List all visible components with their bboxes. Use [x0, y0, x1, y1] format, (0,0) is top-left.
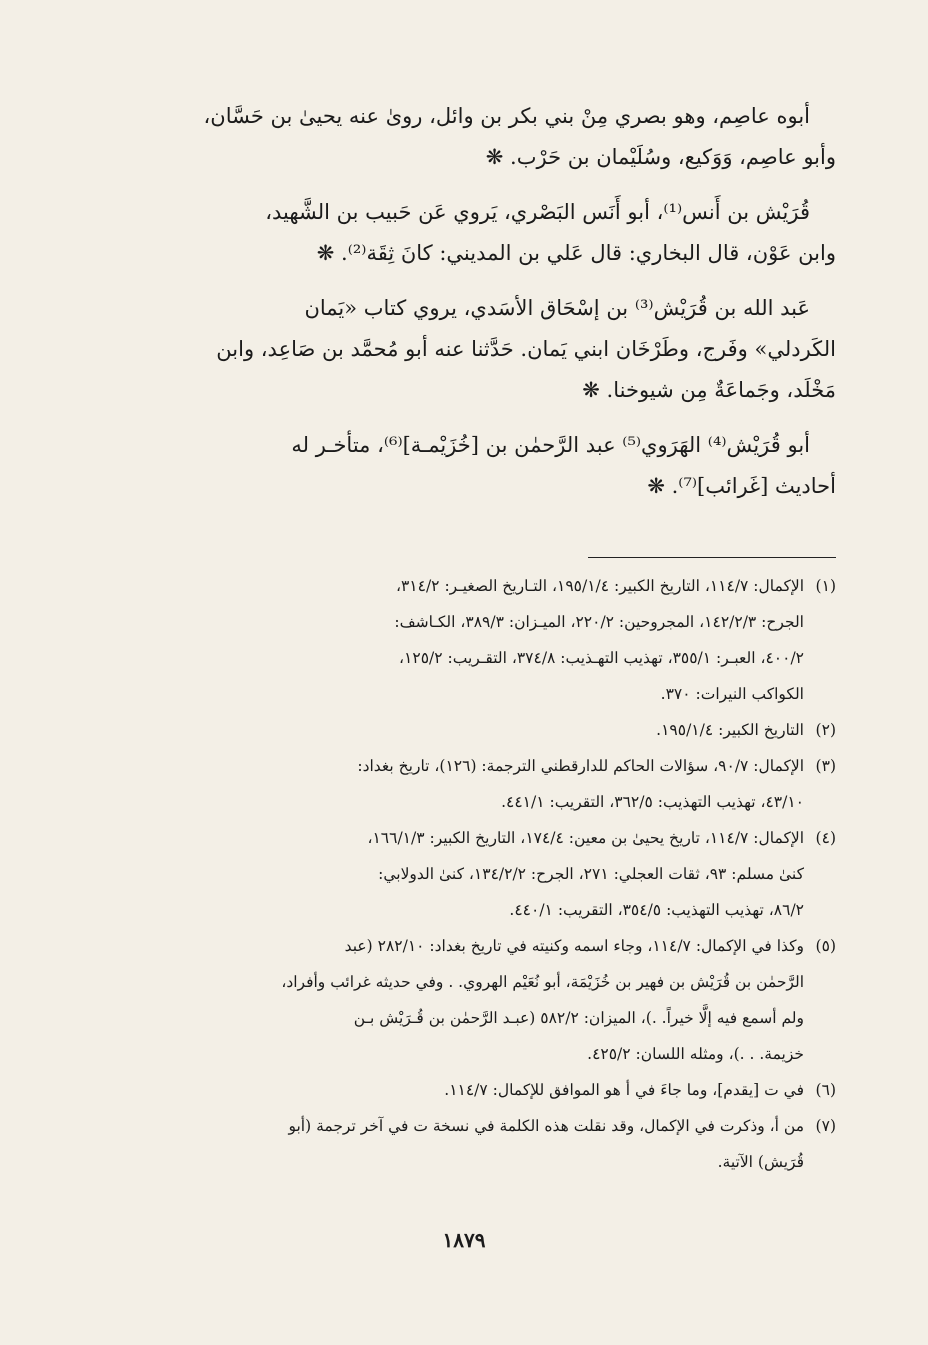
footnote-number: (٤)	[815, 829, 836, 847]
footnote-7	[92, 1108, 836, 1180]
footnote-4	[92, 820, 836, 928]
entry-3	[92, 288, 836, 411]
footnote-number: (٥)	[815, 937, 836, 955]
footnote-line: من أ، وذكرت في الإكمال، وقد نقلت هذه الكلمة في نسخة ت في آخر ترجمة (أبو	[288, 1117, 804, 1135]
entry-line: أحاديث [غَرائب]⁽⁷⁾. ❋	[647, 474, 836, 498]
footnote-number: (٢)	[815, 721, 836, 739]
footnote-divider	[588, 557, 836, 558]
footnote-number: (٣)	[815, 757, 836, 775]
footnote-line: ٨٦/٢، تهذيب التهذيب: ٣٥٤/٥، التقريب: ٤٤٠/١.	[509, 901, 804, 919]
footnote-3	[92, 748, 836, 820]
footnote-line: ٤٣/١٠، تهذيب التهذيب: ٣٦٢/٥، التقريب: ٤٤١/١.	[501, 793, 804, 811]
footnote-line: خزيمة. . .)، ومثله اللسان: ٤٢٥/٢.	[587, 1045, 804, 1063]
entry-line: مَخْلَد، وجَماعَةٌ مِن شيوخنا. ❋	[582, 378, 836, 402]
entry-line: أبوه عاصِم، وهو بصري مِنْ بني بكر بن وائل، روىٰ عنه يحيىٰ بن حَسَّان،	[203, 104, 810, 128]
entry-line: أبو قُرَيْش⁽⁴⁾ الهَرَوي⁽⁵⁾ عبد الرَّحمٰن بن [خُزَيْمـة]⁽⁶⁾، متأخـر له	[291, 433, 810, 457]
footnote-line: الإكمال: ١١٤/٧، تاريخ يحيىٰ بن معين: ١٧٤/٤، التاريخ الكبير: ١٦٦/١/٣،	[367, 829, 804, 847]
footnote-line: ٤٠٠/٢، العبـر: ٣٥٥/١، تهذيب التهـذيب: ٣٧٤/٨، التقـريب: ١٢٥/٢،	[399, 649, 804, 667]
entry-line: الكَردلي» وفَرج، وطَرْخَان ابني يَمان. حَدَّثنا عنه أبو مُحمَّد بن صَاعِد، وابن	[216, 337, 836, 361]
entry-2	[92, 192, 836, 274]
footnote-line: الكواكب النيرات: ٣٧٠.	[660, 685, 804, 703]
footnote-line: وكذا في الإكمال: ١١٤/٧، وجاء اسمه وكنيته في تاريخ بغداد: ٢٨٢/١٠ (عبد	[344, 937, 804, 955]
footnote-line: التاريخ الكبير: ١٩٥/١/٤.	[656, 721, 804, 739]
entry-line: عَبد الله بن قُرَيْش⁽³⁾ بن إسْحَاق الأسَدي، يروي كتاب «يَمان	[304, 296, 810, 320]
entry-line: وأبو عاصِم، وَوَكيع، وسُلَيْمان بن حَرْب. ❋	[485, 145, 836, 169]
footnote-line: ولم أسمع فيه إلَّا خيراً. .)، الميزان: ٥٨٢/٢ (عبـد الرَّحمٰن بن قُـرَيْش بـن	[353, 1009, 804, 1027]
footnote-6	[92, 1072, 836, 1108]
footnote-number: (١)	[815, 577, 836, 595]
footnote-5	[92, 928, 836, 1072]
footnote-1	[92, 568, 836, 712]
footnote-number: (٧)	[815, 1117, 836, 1135]
footnote-line: كنىٰ مسلم: ٩٣، ثقات العجلي: ٢٧١، الجرح: ١٣٤/٢/٢، كنىٰ الدولابي:	[378, 865, 804, 883]
entry-1	[92, 96, 836, 178]
footnote-number: (٦)	[815, 1081, 836, 1099]
entry-line: قُرَيْش بن أَنس⁽¹⁾، أبو أَنَس البَصْري، يَروي عَن حَبيب بن الشَّهيد،	[265, 200, 810, 224]
footnote-line: الرَّحمٰن بن قُرَيْش بن فهير بن خُزَيْمَة، أبو نُعَيْم الهروي. . وفي حديثه غرائب وأفراد،	[281, 973, 804, 991]
entry-line: وابن عَوْن، قال البخاري: قال عَلي بن المديني: كانَ ثِقَة⁽²⁾. ❋	[316, 241, 836, 265]
entry-4	[92, 425, 836, 507]
footnote-2	[92, 712, 836, 748]
footnote-line: قُرَيش) الآتية.	[717, 1153, 804, 1171]
footnote-line: الإكمال: ١١٤/٧، التاريخ الكبير: ١٩٥/١/٤، التـاريخ الصغيـر: ٣١٤/٢،	[395, 577, 804, 595]
footnote-line: الإكمال: ٩٠/٧، سؤالات الحاكم للدارقطني الترجمة: (١٢٦)، تاريخ بغداد:	[357, 757, 804, 775]
page-number: ١٨٧٩	[442, 1228, 486, 1252]
footnote-line: في ت [يقدم]، وما جاءَ في أ هو الموافق للإكمال: ١١٤/٧.	[444, 1081, 804, 1099]
footnote-line: الجرح: ١٤٢/٢/٣، المجروحين: ٢٢٠/٢، الميـزان: ٣٨٩/٣، الكـاشف:	[394, 613, 804, 631]
